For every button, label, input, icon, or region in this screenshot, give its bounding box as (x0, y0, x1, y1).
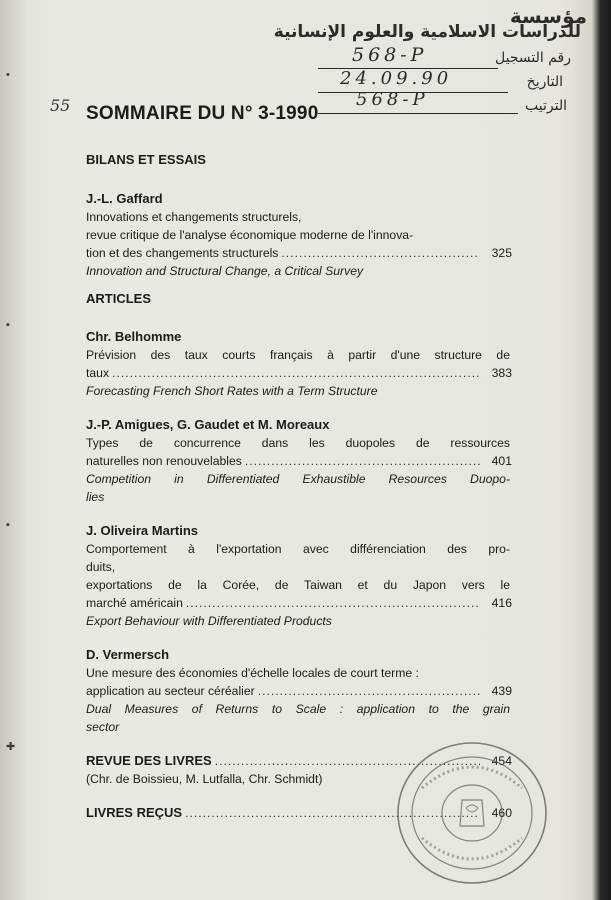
entry-page-number: 439 (491, 684, 512, 698)
entry-authors: (Chr. de Boissieu, M. Lutfalla, Chr. Schmidt) (86, 772, 323, 786)
toc-entry-belhomme (86, 328, 510, 400)
binding-mark: ▪ (6, 519, 10, 531)
stamp-rule (318, 113, 518, 114)
page-title: SOMMAIRE DU N° 3-1990 (86, 103, 319, 124)
stamp-number-1: 568-P (352, 44, 428, 66)
stamp-label-order: الترتيب (525, 98, 567, 114)
toc-entry-vermersch (86, 646, 510, 736)
entry-author: D. Vermersch (86, 647, 170, 662)
entry-title-line: exportations de la Corée, de Taiwan et du Japon vers le (86, 578, 510, 592)
entry-author: J.-P. Amigues, G. Gaudet et M. Moreaux (86, 417, 330, 432)
entry-title-last: tion et des changements structurels (86, 246, 279, 260)
stamp-label-number: رقم التسجيل (495, 50, 571, 66)
entry-title: LIVRES REÇUS (86, 805, 183, 820)
entry-author: J.-L. Gaffard (86, 191, 163, 206)
entry-title-line: Une mesure des économies d'échelle locales de court terme : (86, 666, 419, 680)
binding-mark: • (6, 69, 10, 81)
toc-entry-amigues (86, 416, 510, 506)
entry-english-title: Export Behaviour with Differentiated Products (86, 614, 332, 628)
leader-dots (258, 682, 480, 700)
binding-mark: ✚ (6, 741, 16, 753)
entry-title-last: taux (86, 366, 110, 380)
entry-english-title-cont: lies (86, 490, 105, 504)
entry-page-number: 325 (491, 246, 512, 260)
library-seal-stamp (392, 738, 552, 888)
toc-entry-oliveira-martins (86, 522, 510, 630)
entry-title-line: duits, (86, 560, 116, 574)
entry-title-last: naturelles non renouvelables (86, 454, 242, 468)
entry-toc-line (86, 364, 510, 382)
entry-english-title: Dual Measures of Returns to Scale : application to the grain (86, 702, 510, 716)
entry-title-line: Prévision des taux courts français à partir d'une structure de (86, 348, 510, 362)
section-heading-bilans: BILANS ET ESSAIS (86, 152, 206, 167)
stamp-number-2: 568-P (356, 89, 429, 110)
entry-title-line: Innovations et changements structurels, (86, 210, 302, 224)
entry-toc-line (86, 244, 510, 262)
entry-toc-line (86, 682, 510, 700)
entry-title-last: marché américain (86, 596, 183, 610)
entry-page-number: 416 (491, 596, 512, 610)
entry-page-number: 401 (491, 454, 512, 468)
entry-english-title: Innovation and Structural Change, a Critical Survey (86, 264, 364, 278)
entry-english-title-cont: sector (86, 720, 120, 734)
stamp-date: 24.09.90 (340, 68, 453, 89)
entry-toc-line (86, 452, 510, 470)
leader-dots (245, 452, 480, 470)
leader-dots (186, 594, 480, 612)
leader-dots (112, 364, 480, 382)
entry-author: Chr. Belhomme (86, 329, 182, 344)
entry-english-title: Forecasting French Short Rates with a Term Structure (86, 384, 378, 398)
entry-author: J. Oliveira Martins (86, 523, 198, 538)
toc-entry-gaffard (86, 190, 510, 280)
stamp-arabic-heading: مؤسسة (509, 4, 587, 28)
entry-title-line: Comportement à l'exportation avec différenciation des pro- (86, 542, 510, 556)
stamp-arabic-institution: للدراسات الاسلامية والعلوم الإنسانية (273, 22, 581, 42)
entry-page-number: 454 (491, 754, 512, 768)
leader-dots (281, 244, 480, 262)
entry-page-number: 383 (491, 366, 512, 380)
entry-english-title: Competition in Differentiated Exhaustible Resources Duopo- (86, 472, 510, 486)
entry-title-last: application au secteur céréalier (86, 684, 255, 698)
entry-title-line: Types de concurrence dans les duopoles de ressources (86, 436, 510, 450)
margin-handwritten-mark: 55 (50, 96, 71, 115)
section-heading-articles: ARTICLES (86, 291, 151, 306)
entry-title-line: revue critique de l'analyse économique moderne de l'innova- (86, 228, 414, 242)
entry-page-number: 460 (491, 806, 512, 820)
stamp-label-date: التاريخ (526, 74, 563, 90)
entry-toc-line (86, 594, 510, 612)
binding-mark: ▪ (6, 319, 10, 331)
entry-title: REVUE DES LIVRES (86, 753, 212, 768)
